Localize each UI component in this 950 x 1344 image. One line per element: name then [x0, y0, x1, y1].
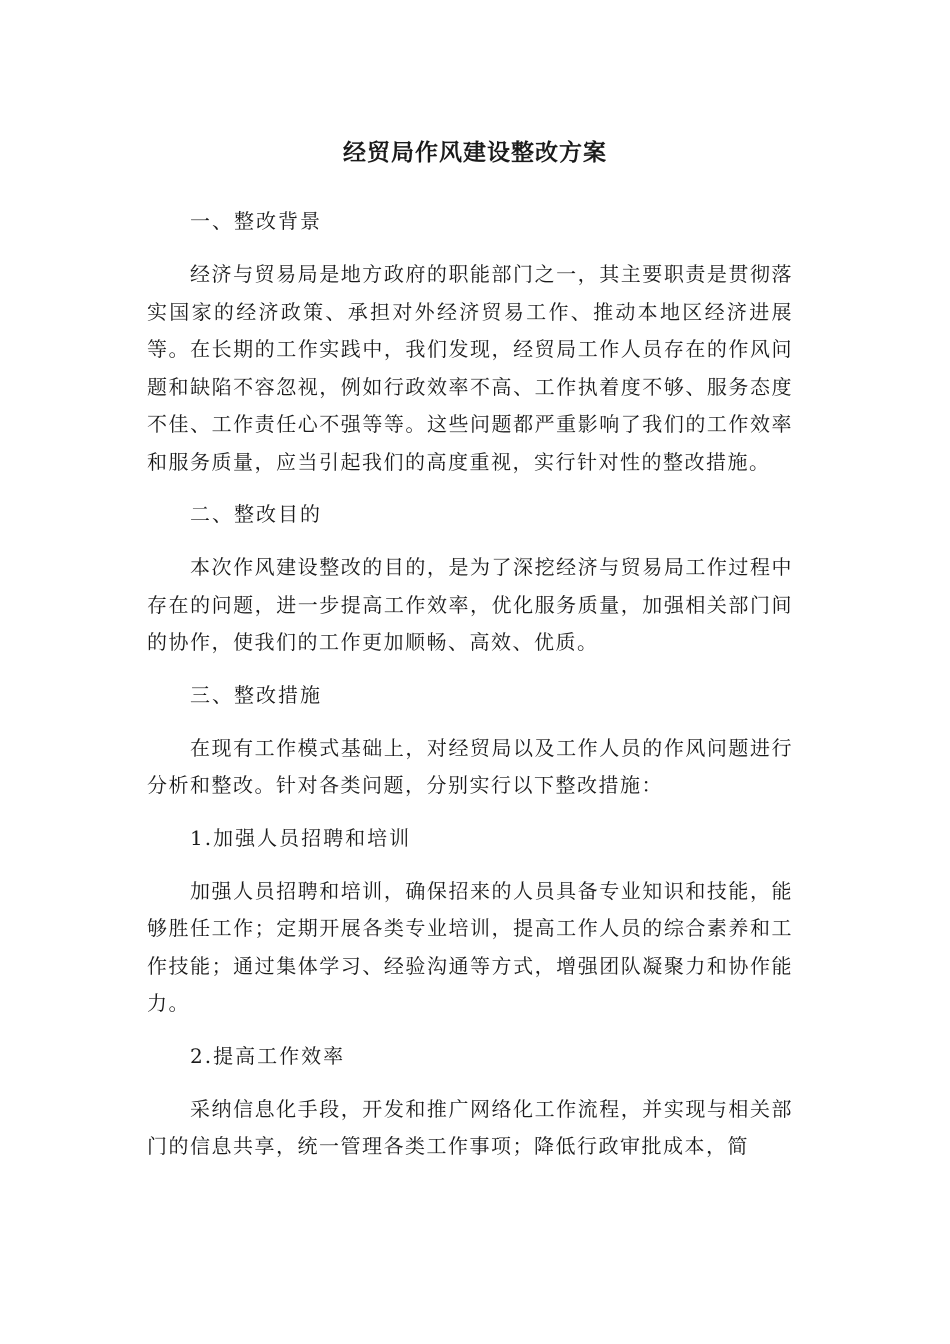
subheading-efficiency: 2.提高工作效率 [190, 1043, 346, 1068]
paragraph-purpose: 本次作风建设整改的目的，是为了深挖经济与贸易局工作过程中存在的问题，进一步提高工作效率，优化服务质量，加强相关部门间的协作，使我们的工作更加顺畅、高效、优质。 [147, 555, 793, 654]
section-heading-measures: 三、整改措施 [190, 682, 322, 707]
paragraph-background: 经济与贸易局是地方政府的职能部门之一，其主要职责是贯彻落实国家的经济政策、承担对外经济贸易工作、推动本地区经济进展等。在长期的工作实践中，我们发现，经贸局工作人员存在的作风问题和缺陷不容忽视，例如行政效率不高、工作执着度不够、服务态度不佳、工作责任心不强等等。这些问题都严重影响了我们的工作效率和服务质量，应当引起我们的高度重视，实行针对性的整改措施。 [147, 262, 793, 474]
document-title: 经贸局作风建设整改方案 [343, 140, 607, 166]
paragraph-measures-intro: 在现有工作模式基础上，对经贸局以及工作人员的作风问题进行分析和整改。针对各类问题，分别实行以下整改措施： [147, 735, 793, 797]
section-heading-purpose: 二、整改目的 [190, 502, 322, 526]
paragraph-efficiency: 采纳信息化手段，开发和推广网络化工作流程，并实现与相关部门的信息共享，统一管理各类工作事项；降低行政审批成本，简 [147, 1096, 793, 1158]
subheading-recruitment-training: 1.加强人员招聘和培训 [190, 825, 412, 850]
section-heading-background: 一、整改背景 [190, 209, 322, 233]
paragraph-recruitment-training: 加强人员招聘和培训，确保招来的人员具备专业知识和技能，能够胜任工作；定期开展各类专业培训，提高工作人员的综合素养和工作技能；通过集体学习、经验沟通等方式，增强团队凝聚力和协作能力。 [147, 878, 793, 1015]
document-body [147, 203, 793, 1181]
